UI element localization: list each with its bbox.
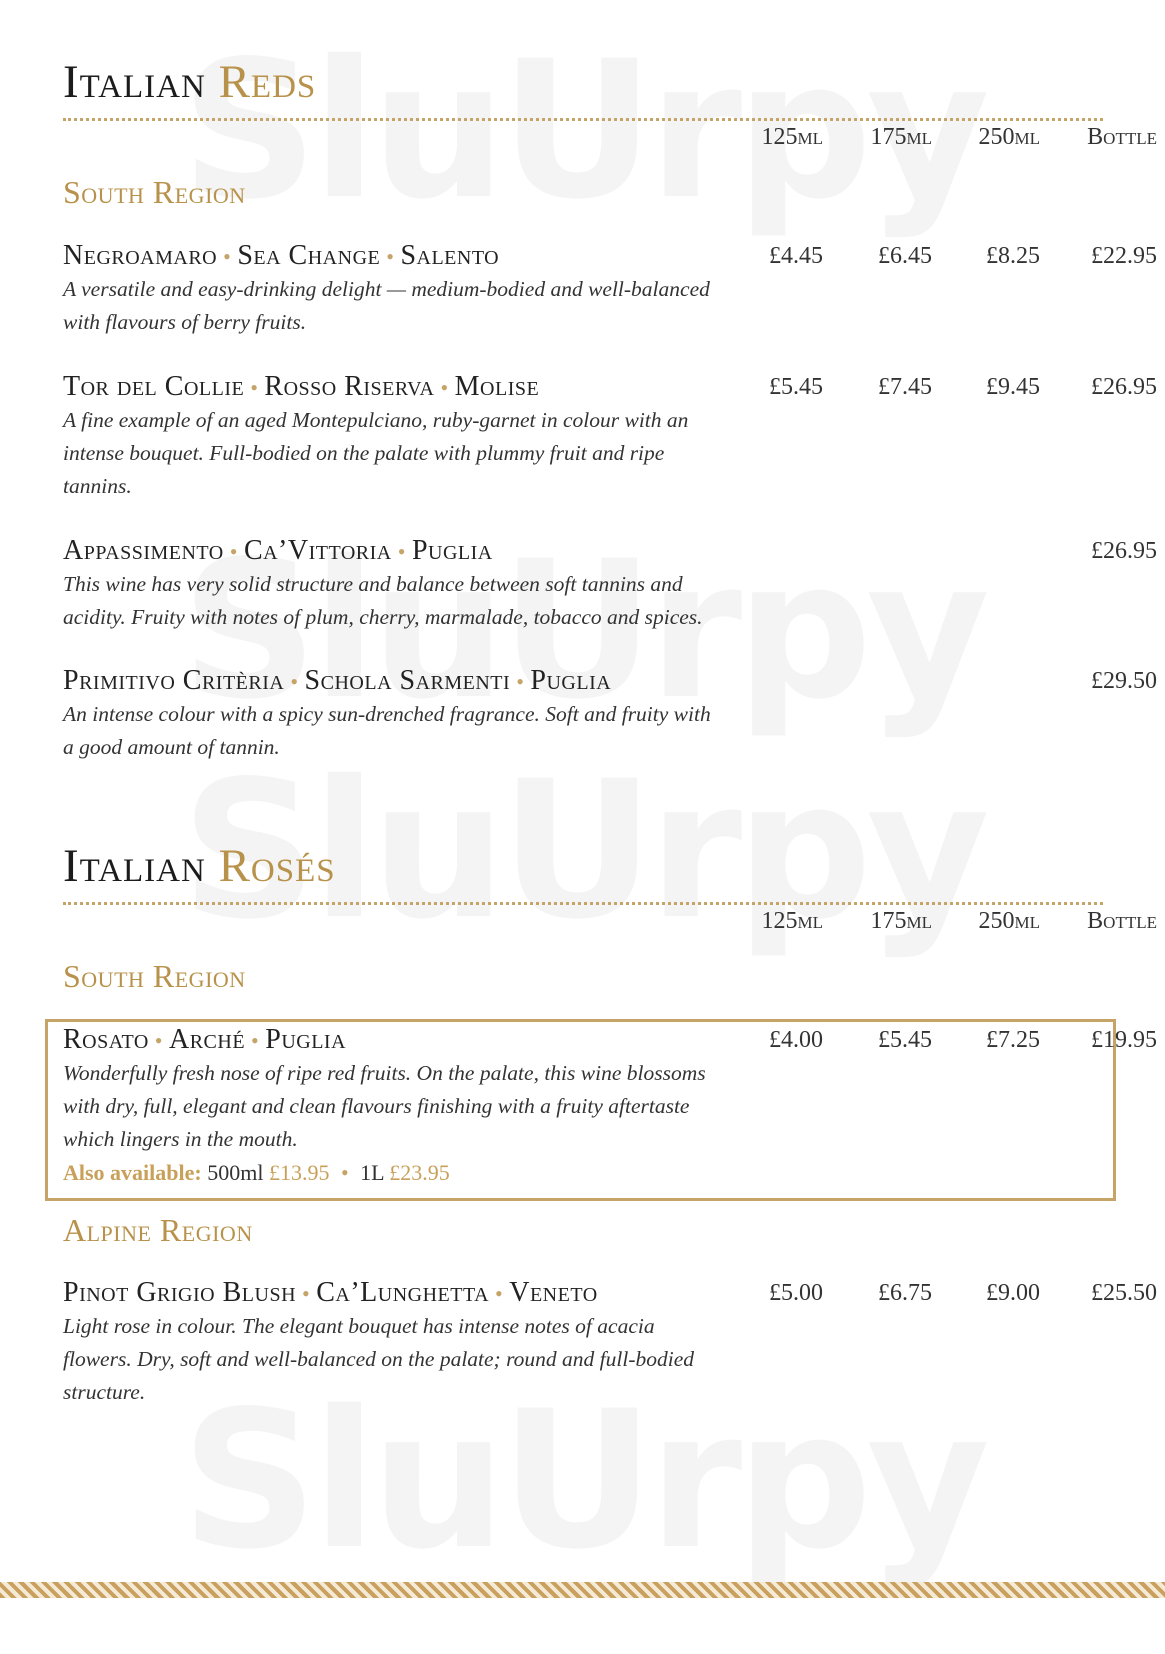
price-125ml: £5.45 — [769, 374, 823, 400]
price-bottle: £22.95 — [1091, 243, 1157, 269]
wine-description: A fine example of an aged Montepulciano, ruby-garnet in colour with an intense bouquet. Full-bodied on the palate with plummy fruit and ripe tannins. — [63, 408, 689, 498]
col-header-175ml: 175ml — [870, 908, 932, 934]
col-header-250ml: 250ml — [978, 908, 1040, 934]
price-125ml: £5.00 — [769, 1280, 823, 1306]
roses-title: Italian Rosés — [63, 840, 336, 892]
price-175ml: £6.75 — [878, 1280, 932, 1306]
wine-item — [63, 664, 1157, 764]
col-header-bottle: Bottle — [1087, 124, 1157, 150]
wine-name: Appassimento • Ca’Vittoria • Puglia — [63, 535, 493, 566]
wine-item — [63, 239, 1157, 339]
wine-item — [63, 1276, 1157, 1409]
price-250ml: £7.25 — [986, 1027, 1040, 1053]
reds-section — [63, 56, 1157, 759]
wine-name: Negroamaro • Sea Change • Salento — [63, 240, 500, 271]
price-bottle: £29.50 — [1091, 668, 1157, 694]
col-header-125ml: 125ml — [761, 908, 823, 934]
price-250ml: £9.00 — [986, 1280, 1040, 1306]
region-heading: South Region — [63, 174, 246, 210]
price-bottle: £19.95 — [1091, 1027, 1157, 1053]
price-bottle: £26.95 — [1091, 538, 1157, 564]
wine-description: This wine has very solid structure and balance between soft tannins and acidity. Fruity with notes of plum, cherry, marmalade, tobacco and spices. — [63, 572, 703, 629]
region-heading: South Region — [63, 958, 246, 994]
price-125ml: £4.00 — [769, 1027, 823, 1053]
col-header-125ml: 125ml — [761, 124, 823, 150]
price-250ml: £9.45 — [986, 374, 1040, 400]
wine-item — [63, 534, 1157, 634]
region-heading: Alpine Region — [63, 1212, 253, 1248]
wine-name: Primitivo Critèria • Schola Sarmenti • Puglia — [63, 665, 612, 696]
also-available: Also available: 500ml £13.95 • 1L £23.95 — [63, 1160, 450, 1185]
wine-item — [63, 370, 1157, 503]
price-175ml: £5.45 — [878, 1027, 932, 1053]
wine-description: A versatile and easy-drinking delight — medium-bodied and well-balanced with flavours of berry fruits. — [63, 277, 710, 334]
wine-name: Rosato • Arché • Puglia — [63, 1024, 347, 1055]
wine-name: Tor del Collie • Rosso Riserva • Molise — [63, 371, 540, 402]
decorative-stripe-border — [0, 1582, 1165, 1598]
price-175ml: £6.45 — [878, 243, 932, 269]
wine-name: Pinot Grigio Blush • Ca’Lunghetta • Veneto — [63, 1277, 598, 1308]
wine-description: An intense colour with a spicy sun-drenched fragrance. Soft and fruity with a good amount of tannin. — [63, 702, 711, 759]
price-175ml: £7.45 — [878, 374, 932, 400]
price-bottle: £26.95 — [1091, 374, 1157, 400]
col-header-250ml: 250ml — [978, 124, 1040, 150]
price-bottle: £25.50 — [1091, 1280, 1157, 1306]
reds-title: Italian Reds — [63, 56, 317, 108]
wine-item-featured — [63, 1023, 1157, 1189]
price-250ml: £8.25 — [986, 243, 1040, 269]
dotted-divider — [63, 902, 1103, 905]
wine-description: Light rose in colour. The elegant bouquet has intense notes of acacia flowers. Dry, soft and well-balanced on the palate; round and full-bodied structure. — [63, 1314, 695, 1404]
col-header-bottle: Bottle — [1087, 908, 1157, 934]
col-header-175ml: 175ml — [870, 124, 932, 150]
wine-description: Wonderfully fresh nose of ripe red fruits. On the palate, this wine blossoms with dry, full, elegant and clean flavours finishing with a fruity aftertaste which lingers in the mouth. — [63, 1061, 706, 1151]
roses-section — [63, 840, 1157, 1404]
price-125ml: £4.45 — [769, 243, 823, 269]
dotted-divider — [63, 118, 1103, 121]
